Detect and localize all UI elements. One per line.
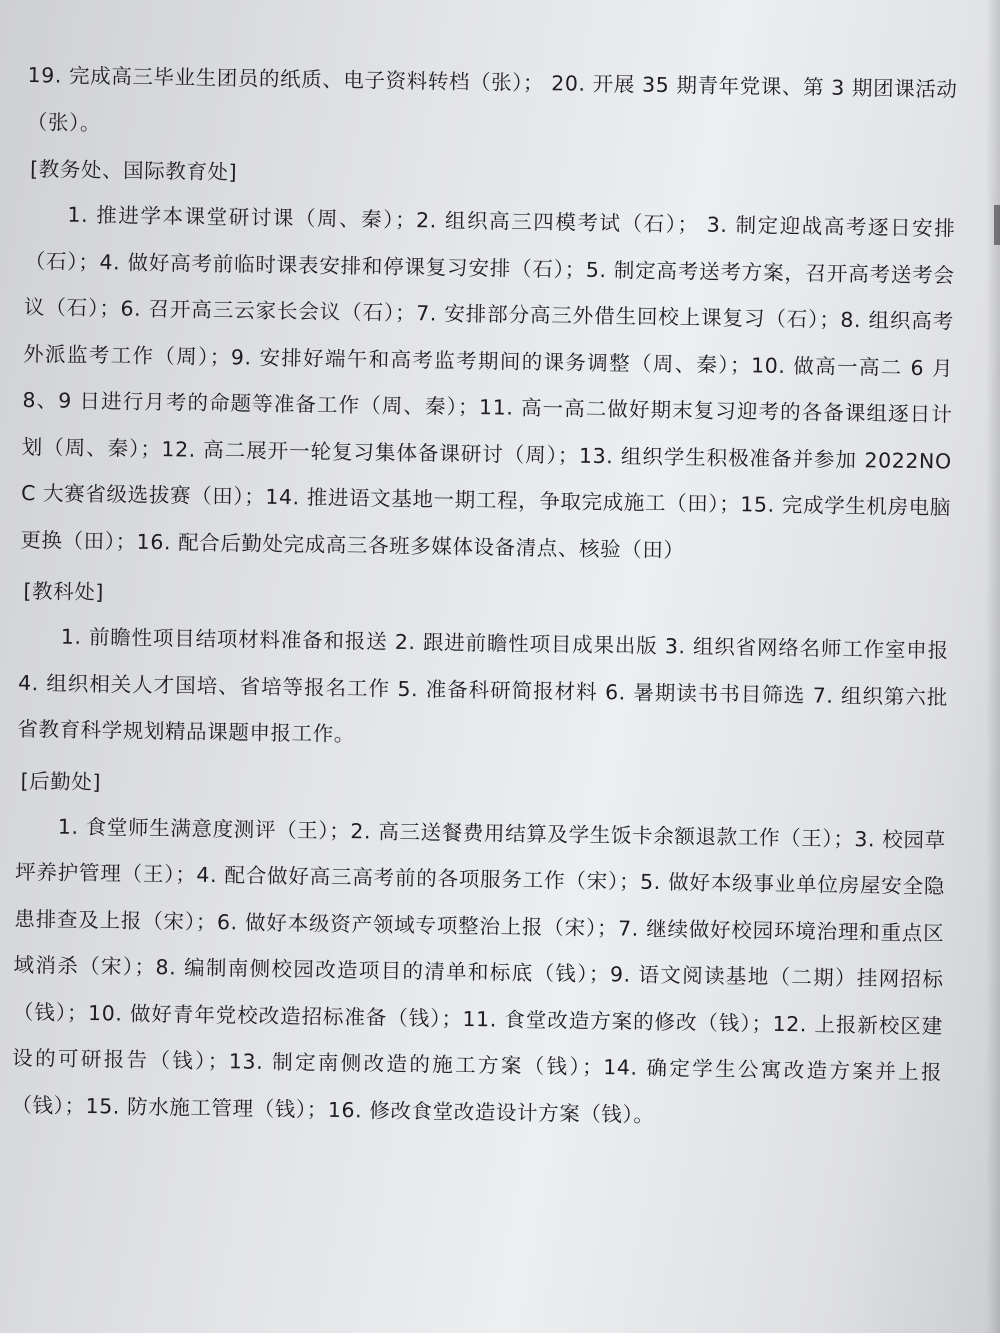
document-body [11,52,958,1142]
section-heading-jiaowu: [教务处、国际教育处] [29,157,238,185]
section-text-houqin: 1. 食堂师生满意度测评（王）；2. 高三送餐费用结算及学生饭卡余额退款工作（王）；3. 校园草坪养护管理（王）；4. 配合做好高三高考前的各项服务工作（宋）；5. 做好本级事业单位房屋安全隐患排查及上报（宋）；6. 做好本级资产领域专项整治上报（宋）；7. 继续做好校园环境治理和重点区域消杀（宋）；8. 编制南侧校园改造项目的清单和标底（钱）；9. 语文阅读基地（二期）挂网招标（钱）；10. 做好青年党校改造招标准备（钱）；11. 食堂改造方案的修改（钱）；12. 上报新校区建设的可研报告（钱）；13. 制定南侧改造的施工方案（钱）；14. 确定学生公寓改造方案并上报（钱）；15. 防水施工管理（钱）；16. 修改食堂改造设计方案（钱）。 [11,814,946,1127]
section-heading-jiaoke: [教科处] [23,578,105,605]
section-text-jiaowu: 1. 推进学本课堂研讨课（周、秦）；2. 组织高三四模考试（石）； 3. 制定迎战高考逐日安排（石）；4. 做好高考前临时课表安排和停课复习安排（石）；5. 制定高考送考方案，召开高考送考会议（石）；6. 召开高三云家长会议（石）；7. 安排部分高三外借生回校上课复习（石）；8. 组织高考外派监考工作（周）；9. 安排好端午和高考监考期间的课务调整（周、秦）；10. 做高一高二 6 月 8、9 日进行月考的命题等准备工作（周、秦）；11. 高一高二做好期末复习迎考的各备课组逐日计划（周、秦）；12. 高二展开一轮复习集体备课研讨（周）；13. 组织学生积极准备并参加 2022NOC 大赛省级选拔赛（田）；14. 推进语文基地一期工程，争取完成施工（田）；15. 完成学生机房电脑更换（田）；16. 配合后勤处完成高三各班多媒体设备清点、核验（田） [20,202,956,562]
page-edge-shadow [986,0,1000,1333]
intro-paragraph: 19. 完成高三毕业生团员的纸质、电子资料转档（张）； 20. 开展 35 期青年党课、第 3 期团课活动（张）。 [26,62,958,135]
section-heading-houqin: [后勤处] [20,768,102,794]
page-edge-mark [994,205,1000,245]
section-text-jiaoke: 1. 前瞻性项目结项材料准备和报送 2. 跟进前瞻性项目成果出版 3. 组织省网络名师工作室申报 4. 组织相关人才国培、省培等报名工作 5. 准备科研简报材料 6. 暑期读书书目筛选 7. 组织第六批省教育科学规划精品课题申报工作。 [17,624,949,747]
